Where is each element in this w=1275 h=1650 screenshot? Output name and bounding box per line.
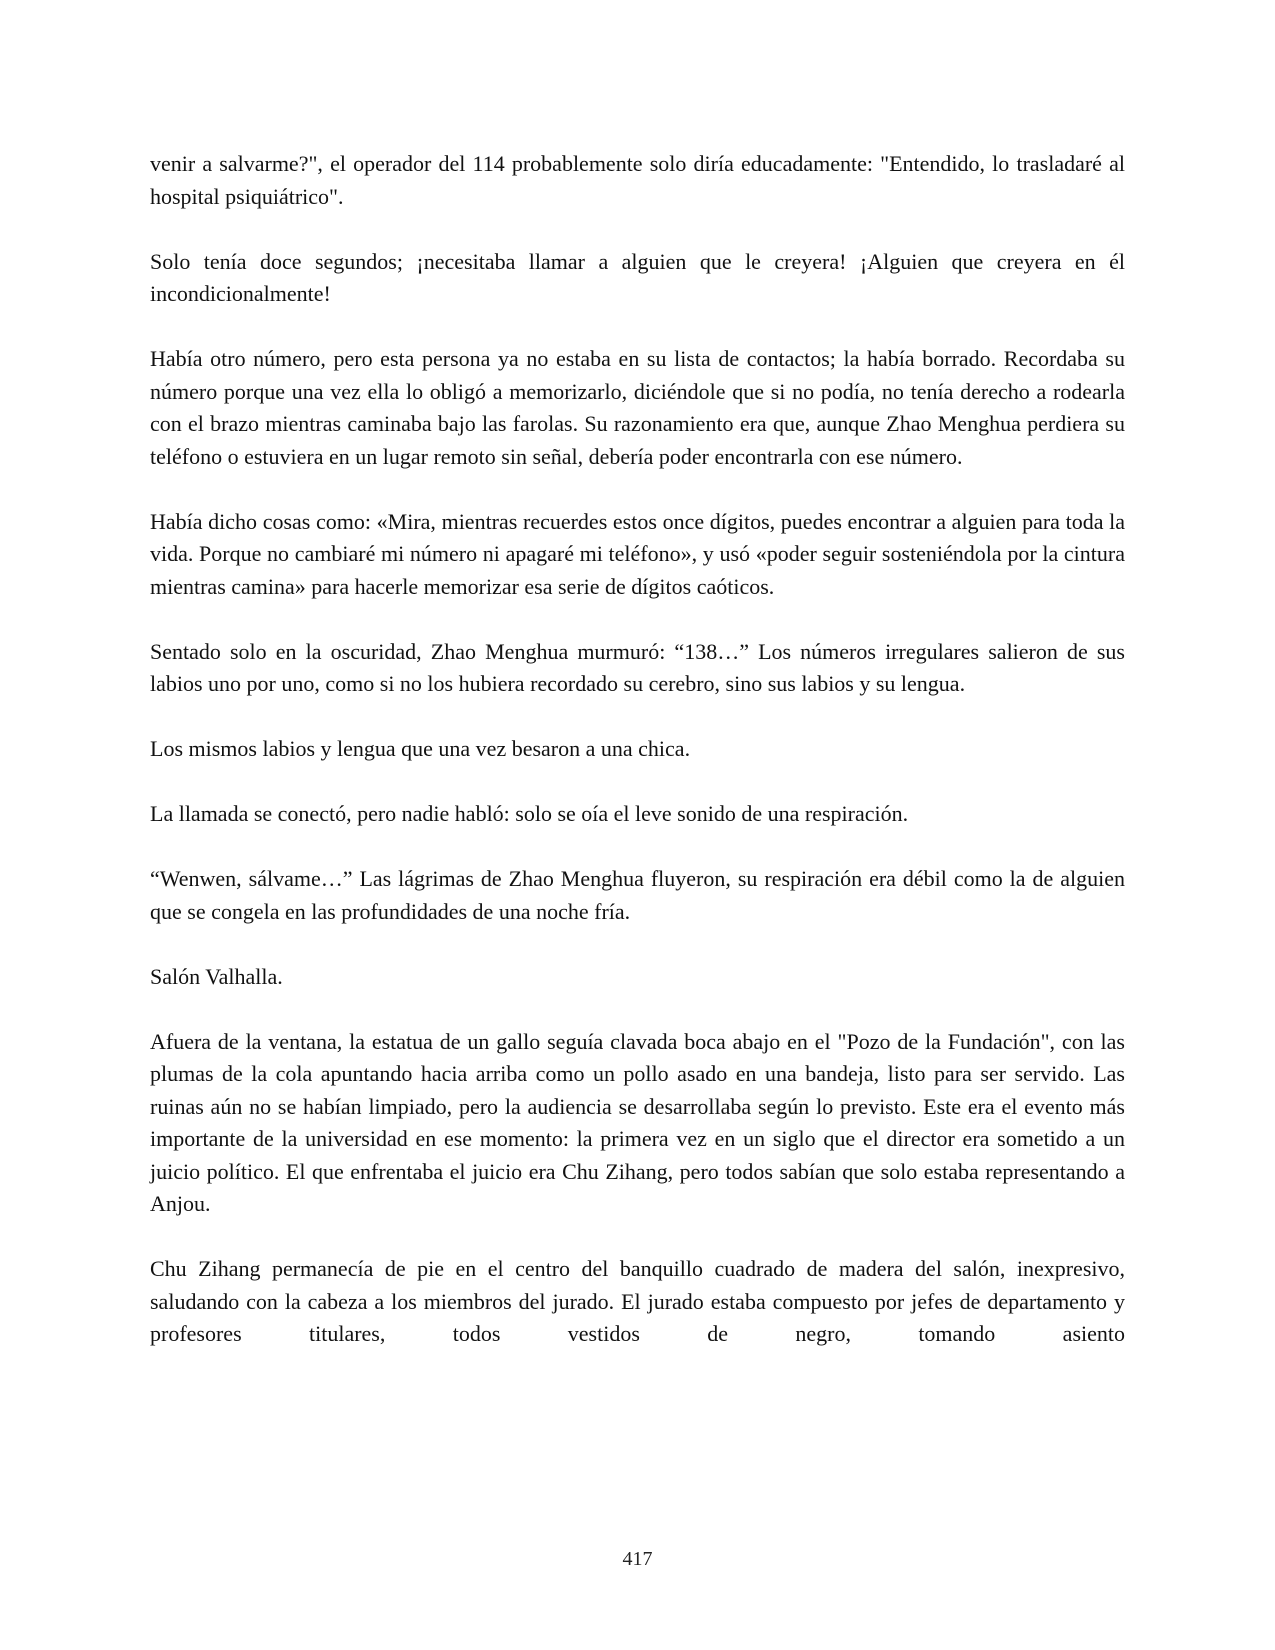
paragraph-1: venir a salvarme?", el operador del 114 probablemente solo diría educadamente: "Entendido, lo trasladaré al hospital psiquiátrico". bbox=[150, 151, 1125, 209]
paragraph-10: Afuera de la ventana, la estatua de un gallo seguía clavada boca abajo en el "Pozo de la Fundación", con las plumas de la cola apuntando hacia arriba como un pollo asado en una bandeja, listo para ser servido. Las ruinas aún no se habían limpiado, pero la audiencia se desarrollaba según lo previsto. Este era el evento más importante de la universidad en ese momento: la primera vez en un siglo que el director era sometido a un juicio político. El que enfrentaba el juicio era Chu Zihang, pero todos sabían que solo estaba representando a Anjou. bbox=[150, 1028, 1125, 1216]
paragraph-11: Chu Zihang permanecía de pie en el centro del banquillo cuadrado de madera del salón, inexpresivo, saludando con la cabeza a los miembros del jurado. El jurado estaba compuesto por jefes de departamento y profesores titulares, todos vestidos de negro, tomando asiento bbox=[150, 1256, 1125, 1346]
paragraph-5: Sentado solo en la oscuridad, Zhao Menghua murmuró: “138…” Los números irregulares salieron de sus labios uno por uno, como si no los hubiera recordado su cerebro, sino sus labios y su lengua. bbox=[150, 638, 1125, 696]
paragraph-3: Había otro número, pero esta persona ya no estaba en su lista de contactos; la había borrado. Recordaba su número porque una vez ella lo obligó a memorizarlo, diciéndole que si no podía, no tenía derecho a rodearla con el brazo mientras caminaba bajo las farolas. Su razonamiento era que, aunque Zhao Menghua perdiera su teléfono o estuviera en un lugar remoto sin señal, debería poder encontrarla con ese número. bbox=[150, 346, 1125, 469]
body-text bbox=[150, 148, 1125, 1383]
paragraph-4: Había dicho cosas como: «Mira, mientras recuerdes estos once dígitos, puedes encontrar a alguien para toda la vida. Porque no cambiaré mi número ni apagaré mi teléfono», y usó «poder seguir sosteniéndola por la cintura mientras camina» para hacerle memorizar esa serie de dígitos caóticos. bbox=[150, 508, 1125, 599]
paragraph-6: Los mismos labios y lengua que una vez besaron a una chica. bbox=[150, 736, 691, 761]
page-number: 417 bbox=[622, 1548, 653, 1570]
paragraph-7: La llamada se conectó, pero nadie habló: solo se oía el leve sonido de una respiración. bbox=[150, 801, 909, 826]
paragraph-2: Solo tenía doce segundos; ¡necesitaba llamar a alguien que le creyera! ¡Alguien que creyera en él incondicionalmente! bbox=[150, 248, 1125, 306]
paragraph-8: “Wenwen, sálvame…” Las lágrimas de Zhao Menghua fluyeron, su respiración era débil como la de alguien que se congela en las profundidades de una noche fría. bbox=[150, 866, 1125, 924]
scene-heading: Salón Valhalla. bbox=[150, 963, 283, 989]
